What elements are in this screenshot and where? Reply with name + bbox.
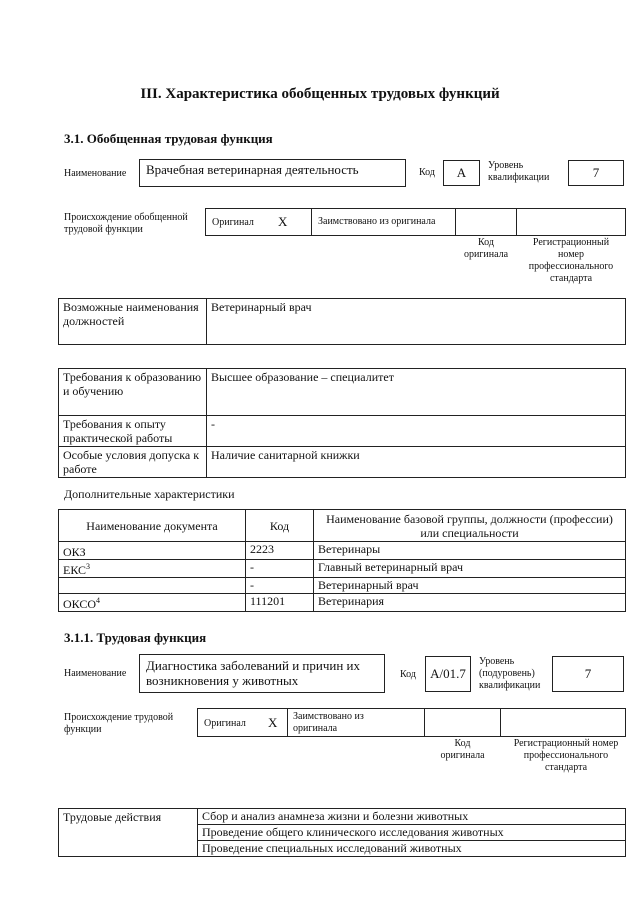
header-code: Код (246, 510, 314, 542)
gtf-name-value: Врачебная ветеринарная деятельность (146, 162, 359, 177)
tf-level-label-line1: Уровень (479, 656, 515, 667)
tf-caption-reg (500, 738, 632, 774)
list-item: Проведение специальных исследований животных (198, 841, 626, 857)
requirements-label: Требования к опыту практической работы (59, 416, 207, 447)
gtf-code-box (443, 160, 480, 186)
row-document (59, 542, 246, 560)
table-row (59, 578, 626, 594)
tf-reg-number-cell (500, 708, 626, 737)
gtf-borrowed-cell (311, 208, 456, 236)
row-code: - (246, 560, 314, 578)
gtf-name-box (139, 159, 406, 187)
gtf-code-value: А (456, 165, 467, 180)
gtf-level-label-line2: квалификации (488, 172, 550, 183)
tf-original-label: Оригинал (204, 718, 246, 729)
tf-original-cell (197, 708, 288, 737)
row-group-name: Главный ветеринарный врач (314, 560, 626, 578)
tf-level-value: 7 (584, 666, 592, 681)
actions-table (58, 808, 626, 857)
gtf-level-value: 7 (592, 165, 600, 180)
row-document-footnote: 3 (86, 562, 91, 571)
gtf-original-label: Оригинал (212, 217, 254, 228)
tf-code-label: Код (400, 669, 416, 680)
row-code: - (246, 578, 314, 594)
gtf-origin-label-line2: трудовой функции (64, 224, 143, 235)
tf-name-value-line1: Диагностика заболеваний и причин их (146, 658, 360, 673)
gtf-original-mark: X (278, 214, 288, 229)
table-row (59, 809, 626, 825)
tf-borrowed-label-line1: Заимствовано из (293, 711, 364, 722)
row-group-name: Ветеринария (314, 594, 626, 612)
tf-borrowed-cell (287, 708, 425, 737)
gtf-level-box (568, 160, 624, 186)
table-row (59, 560, 626, 578)
gtf-level-label-line1: Уровень (488, 160, 524, 171)
tf-code-original-cell (424, 708, 501, 737)
gtf-caption-reg-line4: стандарта (549, 273, 593, 284)
tf-code-box (425, 656, 471, 692)
tf-caption-reg-line1: Регистрационный номер (513, 738, 619, 749)
tf-origin-label-line2: функции (64, 724, 102, 735)
requirements-row (59, 416, 626, 447)
gtf-origin-label (64, 212, 188, 236)
gtf-code-original-cell (455, 208, 517, 236)
tf-origin-label-line1: Происхождение трудовой (64, 712, 174, 723)
row-document-text: ОКЗ (63, 545, 86, 559)
positions-table (58, 298, 626, 345)
row-code: 111201 (246, 594, 314, 612)
requirements-row (59, 447, 626, 478)
tf-caption-reg-line2: профессионального (523, 750, 609, 761)
row-document-text: ОКСО (63, 597, 97, 611)
tf-level-label (479, 656, 540, 692)
tf-original-mark: X (268, 715, 278, 730)
tf-name-label: Наименование (64, 668, 127, 679)
positions-label: Возможные наименования должностей (59, 299, 207, 345)
requirements-value: - (207, 416, 626, 447)
row-document (59, 578, 246, 594)
list-item: Сбор и анализ анамнеза жизни и болезни животных (198, 809, 626, 825)
requirements-value: Наличие санитарной книжки (207, 447, 626, 478)
list-item: Проведение общего клинического исследования животных (198, 825, 626, 841)
tf-caption-code (424, 738, 501, 762)
row-document (59, 560, 246, 578)
row-group-name: Ветеринары (314, 542, 626, 560)
row-group-name: Ветеринарный врач (314, 578, 626, 594)
positions-value: Ветеринарный врач (207, 299, 626, 345)
section-title: III. Характеристика обобщенных трудовых функций (140, 86, 500, 102)
gtf-caption-reg-line1: Регистрационный (532, 237, 610, 248)
gtf-borrowed-label: Заимствовано из оригинала (318, 216, 436, 227)
tf-caption-reg-line3: стандарта (544, 762, 588, 773)
table-row (59, 594, 626, 612)
gtf-code-label: Код (419, 167, 435, 178)
additional-table (58, 509, 626, 612)
tf-name-value-line2: возникновения у животных (146, 673, 299, 688)
tf-borrowed-label-line2: оригинала (293, 723, 338, 734)
additional-heading: Дополнительные характеристики (64, 487, 235, 501)
actions-label: Трудовые действия (59, 809, 198, 857)
tf-caption-code-line1: Код (454, 738, 471, 749)
requirements-table (58, 368, 626, 478)
requirements-row (59, 369, 626, 416)
gtf-caption-reg-line3: профессионального (528, 261, 614, 272)
requirements-label: Особые условия допуска к работе (59, 447, 207, 478)
tf-code-value: A/01.7 (430, 666, 466, 681)
tf-level-box (552, 656, 624, 692)
gtf-caption-code (455, 237, 517, 261)
row-document (59, 594, 246, 612)
requirements-label: Требования к образованию и обучению (59, 369, 207, 416)
row-document-footnote: 4 (96, 596, 101, 605)
gtf-heading: 3.1. Обобщенная трудовая функция (64, 131, 273, 146)
table-row (59, 542, 626, 560)
gtf-caption-reg-line2: номер (558, 249, 584, 260)
row-document-text: ЕКС (63, 563, 87, 577)
gtf-name-label: Наименование (64, 168, 127, 179)
requirements-value: Высшее образование – специалитет (207, 369, 626, 416)
gtf-caption-code-line1: Код (478, 237, 494, 248)
tf-heading: 3.1.1. Трудовая функция (64, 630, 207, 645)
tf-origin-label (64, 712, 173, 736)
positions-row (59, 299, 626, 345)
tf-name-box (139, 654, 385, 693)
gtf-level-label (488, 160, 549, 184)
gtf-origin-label-line1: Происхождение обобщенной (64, 212, 188, 223)
tf-level-label-line2: (подуровень) (479, 668, 535, 679)
gtf-caption-code-line2: оригинала (463, 249, 509, 260)
header-group-name: Наименование базовой группы, должности (профессии) или специальности (314, 510, 626, 542)
gtf-reg-number-cell (516, 208, 626, 236)
gtf-caption-reg (510, 237, 632, 285)
gtf-original-cell (205, 208, 312, 236)
additional-header-row (59, 510, 626, 542)
header-document: Наименование документа (59, 510, 246, 542)
row-code: 2223 (246, 542, 314, 560)
tf-level-label-line3: квалификации (479, 680, 541, 691)
tf-caption-code-line2: оригинала (440, 750, 485, 761)
